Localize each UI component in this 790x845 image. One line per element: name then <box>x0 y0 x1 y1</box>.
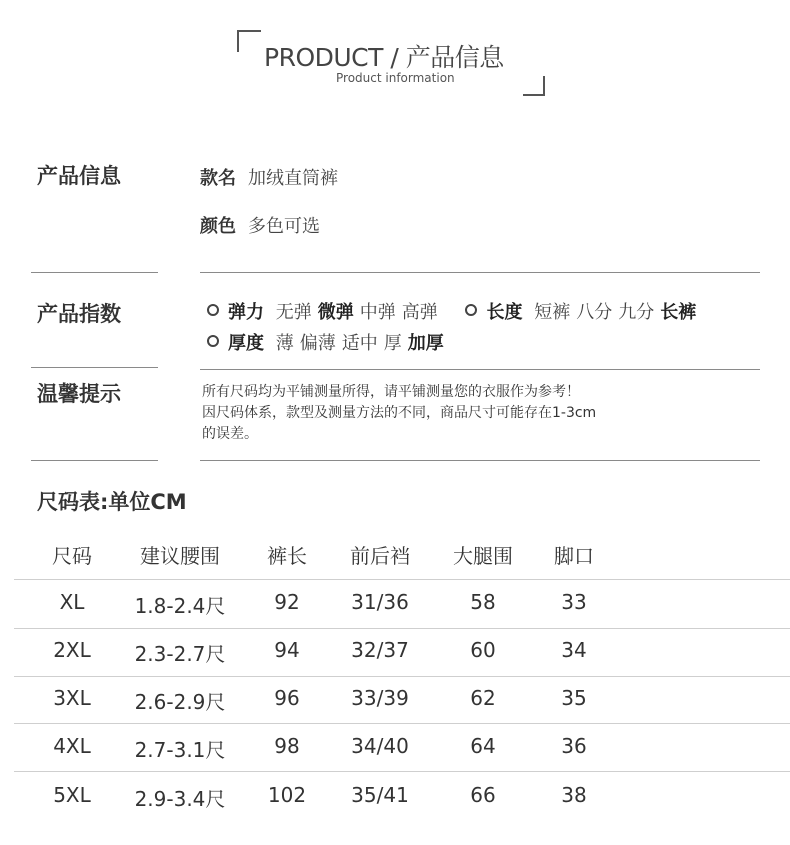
table-cell: 34/40 <box>351 734 409 758</box>
divider <box>200 272 760 273</box>
divider <box>31 460 158 461</box>
table-header-cell: 裤长 <box>267 544 307 568</box>
index-option: 八分 <box>576 302 613 323</box>
page-title: PRODUCT / 产品信息 <box>264 43 504 72</box>
tips-title: 温馨提示 <box>37 382 121 406</box>
circle-bullet-icon <box>465 304 477 316</box>
table-cell: 35/41 <box>351 783 409 807</box>
info-row-style <box>200 164 338 190</box>
table-header-cell: 脚口 <box>554 544 594 568</box>
index-line-1 <box>207 298 718 324</box>
index-label: 长度 <box>486 302 523 323</box>
table-row-divider <box>14 771 790 772</box>
table-cell: 62 <box>470 686 496 710</box>
table-cell: 64 <box>470 734 496 758</box>
index-length <box>465 298 702 324</box>
divider <box>200 369 760 370</box>
circle-bullet-icon <box>207 335 219 347</box>
table-cell: 38 <box>561 783 587 807</box>
index-option: 长裤 <box>660 302 697 323</box>
table-cell: 96 <box>274 686 300 710</box>
index-option: 加厚 <box>407 333 444 354</box>
header-corner-bottom-right <box>523 76 545 96</box>
divider <box>200 460 760 461</box>
page-subtitle: Product information <box>336 71 455 85</box>
table-cell: 35 <box>561 686 587 710</box>
index-option: 厚 <box>383 333 402 354</box>
tips-line: 所有尺码均为平铺测量所得，请平铺测量您的衣服作为参考！ <box>202 384 580 400</box>
index-label: 厚度 <box>228 333 264 354</box>
table-cell: 2.9-3.4尺 <box>134 787 226 811</box>
table-cell: 102 <box>267 783 307 807</box>
header-corner-top-left <box>237 30 261 52</box>
index-option: 薄 <box>275 333 294 354</box>
table-cell: 60 <box>470 638 496 662</box>
index-label: 弹力 <box>228 302 264 323</box>
index-line-2 <box>207 329 466 355</box>
size-table-title: 尺码表:单位CM <box>37 490 187 514</box>
product-info-title: 产品信息 <box>37 164 121 188</box>
info-label: 款名 <box>200 168 236 189</box>
table-cell: 32/37 <box>351 638 409 662</box>
table-cell: XL <box>59 590 85 614</box>
table-cell: 33/39 <box>351 686 409 710</box>
table-cell: 4XL <box>53 734 91 758</box>
index-option: 无弹 <box>275 302 312 323</box>
index-option: 高弹 <box>401 302 438 323</box>
info-value: 多色可选 <box>248 216 320 237</box>
index-option: 短裤 <box>534 302 571 323</box>
divider <box>31 367 158 368</box>
info-row-color <box>200 212 320 238</box>
table-row-divider <box>14 628 790 629</box>
table-cell: 1.8-2.4尺 <box>134 594 226 618</box>
table-header-cell: 尺码 <box>52 544 92 568</box>
table-cell: 33 <box>561 590 587 614</box>
info-label: 颜色 <box>200 216 236 237</box>
table-cell: 34 <box>561 638 587 662</box>
index-elasticity <box>207 298 444 324</box>
table-row-divider <box>14 723 790 724</box>
tips-line: 因尺码体系，款型及测量方法的不同，商品尺寸可能存在1-3cm <box>202 405 597 421</box>
tips-line: 的误差。 <box>202 426 258 442</box>
table-cell: 94 <box>274 638 300 662</box>
circle-bullet-icon <box>207 304 219 316</box>
product-index-title: 产品指数 <box>37 302 121 326</box>
table-cell: 58 <box>470 590 496 614</box>
table-header-cell: 前后裆 <box>350 544 410 568</box>
index-option: 九分 <box>618 302 655 323</box>
index-option: 微弹 <box>317 302 354 323</box>
table-row-divider <box>14 676 790 677</box>
tips-text <box>202 382 742 445</box>
info-value: 加绒直筒裤 <box>248 168 338 189</box>
divider <box>31 272 158 273</box>
table-cell: 92 <box>274 590 300 614</box>
index-option: 偏薄 <box>299 333 336 354</box>
table-header-cell: 建议腰围 <box>140 544 220 568</box>
table-cell: 2.3-2.7尺 <box>134 642 226 666</box>
table-cell: 5XL <box>53 783 91 807</box>
table-cell: 66 <box>470 783 496 807</box>
table-cell: 31/36 <box>351 590 409 614</box>
index-option: 中弹 <box>359 302 396 323</box>
index-option: 适中 <box>341 333 378 354</box>
table-header-cell: 大腿围 <box>453 544 513 568</box>
table-cell: 2.7-3.1尺 <box>134 738 226 762</box>
table-row-divider <box>14 579 790 580</box>
table-cell: 2XL <box>53 638 91 662</box>
table-cell: 3XL <box>53 686 91 710</box>
table-cell: 98 <box>274 734 300 758</box>
table-cell: 36 <box>561 734 587 758</box>
table-cell: 2.6-2.9尺 <box>134 690 226 714</box>
index-thickness <box>207 329 450 355</box>
